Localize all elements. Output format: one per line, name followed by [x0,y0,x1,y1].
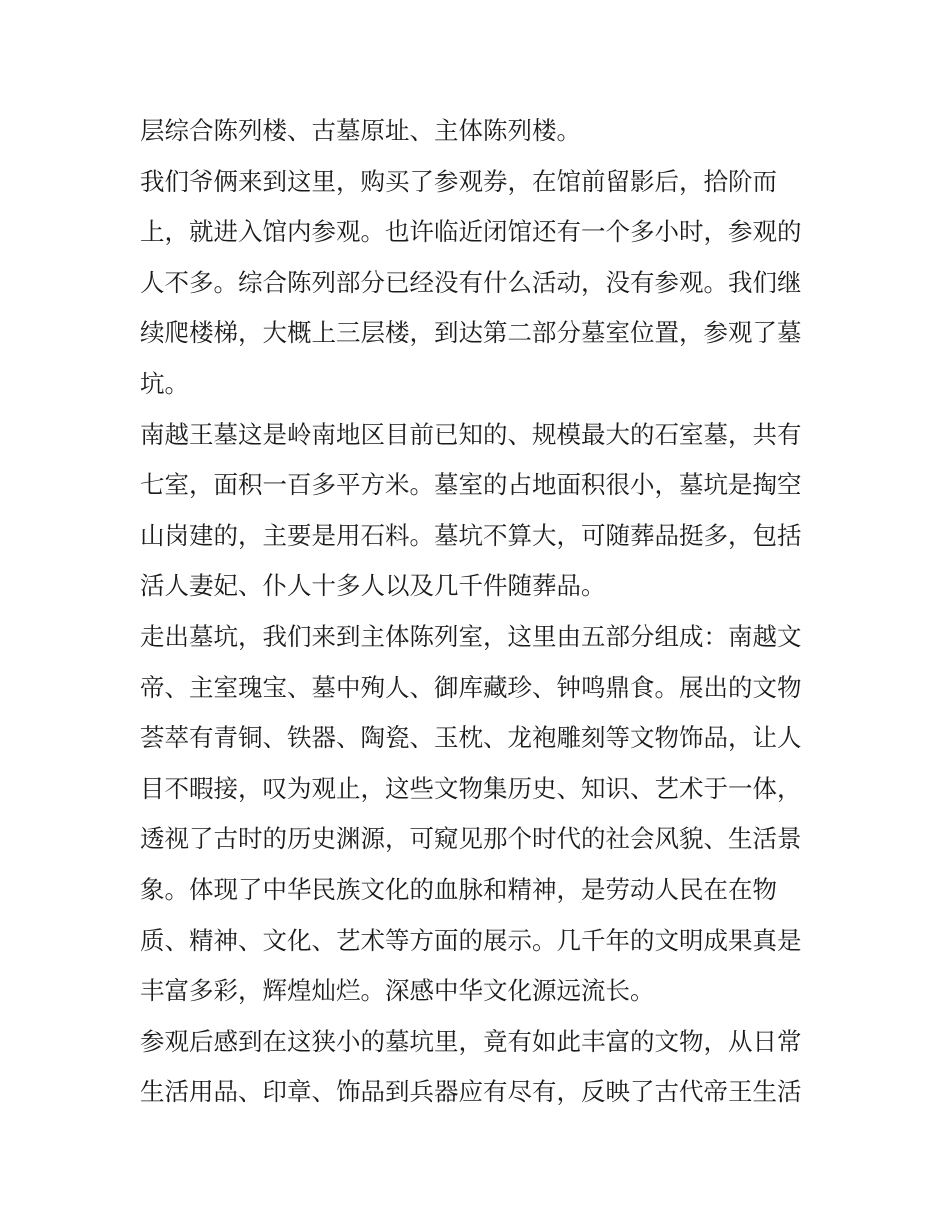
text-line: 透视了古时的历史渊源，可窥见那个时代的社会风貌、生活景 [140,824,802,854]
text-line: 荟萃有青铜、铁器、陶瓷、玉枕、龙袍雕刻等文物饰品，让人 [140,723,802,753]
text-line: 象。体现了中华民族文化的血脉和精神，是劳动人民在在物 [140,874,777,904]
text-line: 丰富多彩，辉煌灿烂。深感中华文化源远流长。 [140,976,655,1006]
text-line: 帝、主室瑰宝、墓中殉人、御库藏珍、钟鸣鼎食。展出的文物 [140,672,802,702]
text-line: 七室，面积一百多平方米。墓室的占地面积很小，墓坑是掏空 [140,470,802,500]
text-line: 上，就进入馆内参观。也许临近闭馆还有一个多小时，参观的 [140,217,802,247]
text-line: 走出墓坑，我们来到主体陈列室，这里由五部分组成：南越文 [140,621,802,651]
text-line: 活人妻妃、仆人十多人以及几千件随葬品。 [140,571,606,601]
text-line: 目不暇接，叹为观止，这些文物集历史、知识、艺术于一体， [140,773,802,803]
text-line: 山岗建的，主要是用石料。墓坑不算大，可随葬品挺多，包括 [140,520,802,550]
text-line: 生活用品、印章、饰品到兵器应有尽有，反映了古代帝王生活 [140,1077,802,1107]
text-line: 坑。 [140,368,189,398]
text-line: 参观后感到在这狭小的墓坑里，竟有如此丰富的文物，从日常 [140,1026,802,1056]
text-line: 人不多。综合陈列部分已经没有什么活动，没有参观。我们继 [140,267,802,297]
text-line: 层综合陈列楼、古墓原址、主体陈列楼。 [140,116,581,145]
text-line: 南越王墓这是岭南地区目前已知的、规模最大的石室墓，共有 [140,419,802,449]
text-line: 我们爷俩来到这里，购买了参观券，在馆前留影后，拾阶而 [140,166,777,196]
text-line: 质、精神、文化、艺术等方面的展示。几千年的文明成果真是 [140,925,802,955]
text-line: 续爬楼梯，大概上三层楼，到达第二部分墓室位置，参观了墓 [140,318,802,348]
body-text [140,106,820,1118]
